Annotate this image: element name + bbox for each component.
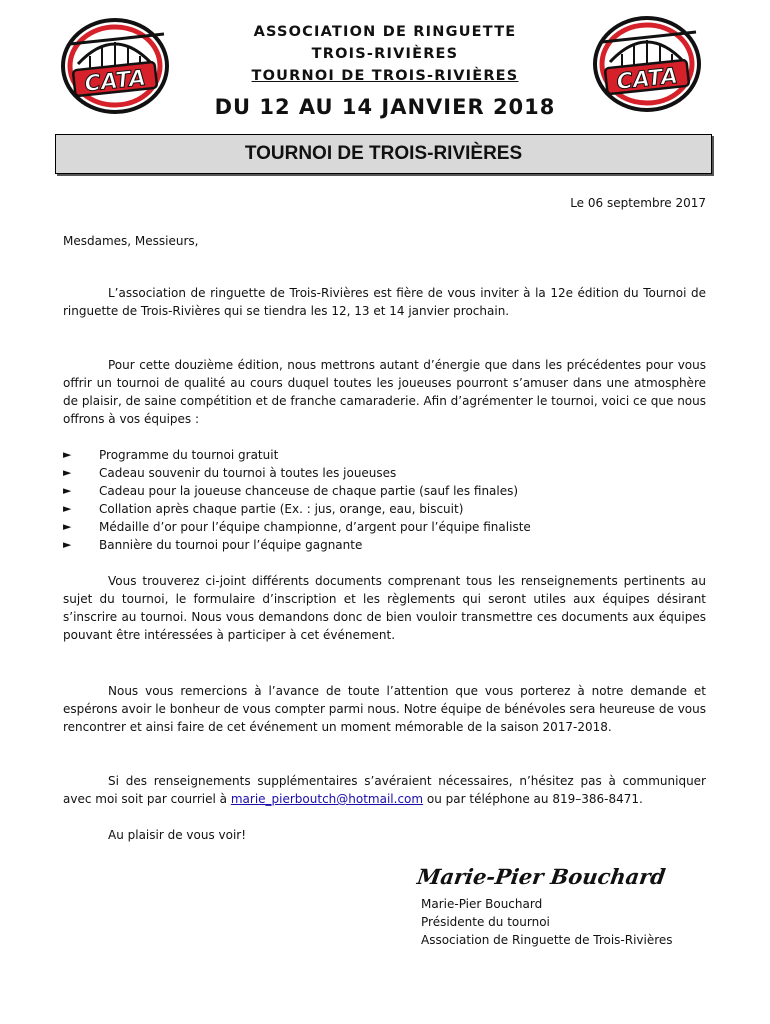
svg-text:CATA: CATA bbox=[83, 65, 148, 98]
paragraph-5: Si des renseignements supplémentaires s’avéraient nécessaires, n’hésitez pas à communiquer avec moi soit par courriel à marie_pierboutch@hotmail.com ou par téléphone au 819–386-8471. bbox=[63, 774, 706, 806]
list-item: ► Cadeau pour la joueuse chanceuse de chaque partie (sauf les finales) bbox=[63, 484, 519, 498]
svg-text:Marie-Pier Bouchard: Marie-Pier Bouchard bbox=[415, 864, 667, 889]
bullet-arrow-icon: ► bbox=[63, 466, 72, 479]
email-link[interactable]: marie_pierboutch@hotmail.com bbox=[230, 792, 424, 806]
list-item: ► Médaille d’or pour l’équipe championne, d’argent pour l’équipe finaliste bbox=[63, 520, 531, 534]
list-item: ► Bannière du tournoi pour l’équipe gagnante bbox=[63, 538, 363, 552]
signatory-name: Marie-Pier Bouchard bbox=[421, 897, 543, 911]
header-city: TROIS-RIVIÈRES bbox=[311, 46, 459, 62]
bullet-arrow-icon: ► bbox=[63, 502, 72, 515]
banner-title: TOURNOI DE TROIS-RIVIÈRES bbox=[244, 143, 523, 164]
signatory-title: Présidente du tournoi bbox=[421, 915, 550, 929]
header-association: ASSOCIATION DE RINGUETTE bbox=[253, 24, 517, 40]
list-item: ► Cadeau souvenir du tournoi à toutes les joueuses bbox=[63, 466, 397, 480]
list-item: ► Collation après chaque partie (Ex. : jus, orange, eau, biscuit) bbox=[63, 502, 464, 516]
header-dates: DU 12 AU 14 JANVIER 2018 bbox=[214, 95, 556, 119]
bullet-arrow-icon: ► bbox=[63, 484, 72, 497]
title-banner bbox=[55, 134, 712, 174]
salutation: Mesdames, Messieurs, bbox=[63, 234, 199, 248]
paragraph-4: Nous vous remercions à l’avance de toute l’attention que vous porterez à notre demande et espérons avoir le bonheur de vous compter parmi nous. Notre équipe de bénévoles sera heureuse de vous rencontrer et ainsi faire de cet événement un moment mémorable de la saison 2017-2018. bbox=[63, 684, 706, 734]
offer-list bbox=[63, 446, 531, 554]
handwritten-signature bbox=[415, 858, 667, 894]
bullet-arrow-icon: ► bbox=[63, 520, 72, 533]
header-tournament: TOURNOI DE TROIS-RIVIÈRES bbox=[251, 68, 519, 84]
bullet-arrow-icon: ► bbox=[63, 538, 72, 551]
bullet-arrow-icon: ► bbox=[63, 448, 72, 461]
list-item: ► Programme du tournoi gratuit bbox=[63, 448, 279, 462]
signatory-org: Association de Ringuette de Trois-Rivières bbox=[421, 933, 673, 947]
paragraph-2: Pour cette douzième édition, nous mettrons autant d’énergie que dans les précédentes pour vous offrir un tournoi de qualité au cours duquel toutes les joueuses pourront s’amuser dans une atmosphère de plaisir, de saine compétition et de franche camaraderie. Afin d’agrémenter le tournoi, voici ce que nous offrons à vos équipes : bbox=[63, 358, 706, 426]
letter-date: Le 06 septembre 2017 bbox=[570, 196, 706, 210]
paragraph-3: Vous trouverez ci-joint différents documents comprenant tous les renseignements pertinents au sujet du tournoi, le formulaire d’inscription et les règlements qui seront utiles aux équipes désirant s’inscrire au tournoi. Nous vous demandons donc de bien vouloir transmettre ces documents aux équipes pouvant être intéressées à participer à cet événement. bbox=[63, 574, 706, 642]
closing: Au plaisir de vous voir! bbox=[108, 828, 247, 842]
paragraph-1: L’association de ringuette de Trois-Rivières est fière de vous inviter à la 12e édition du Tournoi de ringuette de Trois-Rivières qui se tiendra les 12, 13 et 14 janvier prochain. bbox=[63, 286, 706, 318]
svg-text:CATA: CATA bbox=[615, 63, 680, 96]
